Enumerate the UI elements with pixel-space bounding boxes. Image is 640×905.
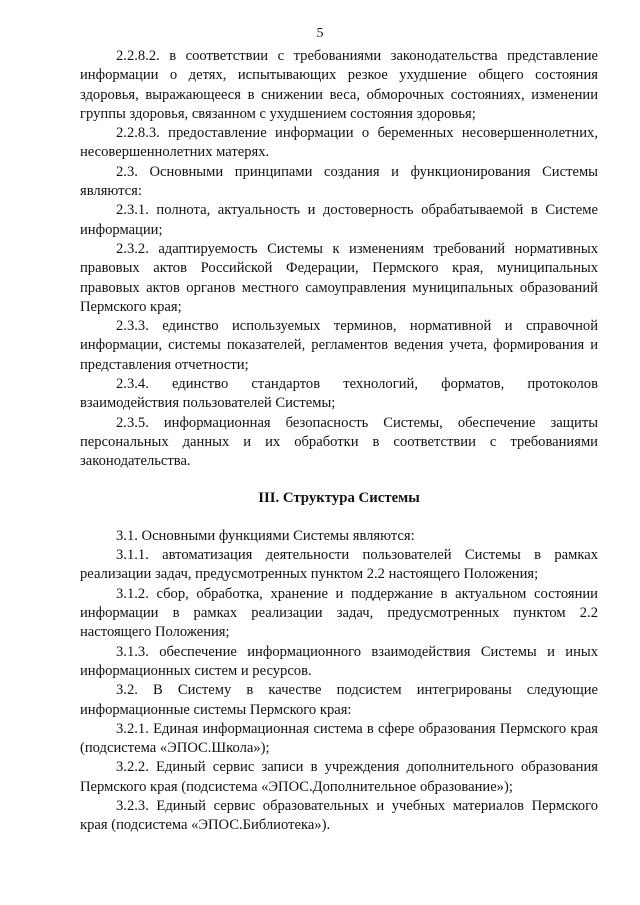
paragraph-2-2-8-3: 2.2.8.3. предоставление информации о беременных несовершеннолетних, несовершеннолетних матерях. [80, 125, 598, 161]
paragraph-3-2-3: 3.2.3. Единый сервис образовательных и учебных материалов Пермского края (подсистема «ЭПОС.Библиотека»). [80, 797, 598, 834]
paragraph-2-3-1: 2.3.1. полнота, актуальность и достоверность обрабатываемой в Системе информации; [80, 202, 598, 238]
paragraph-3-1: 3.1. Основными функциями Системы являются: [116, 527, 415, 544]
paragraph-3-2: 3.2. В Систему в качестве подсистем интегрированы следующие информационные системы Пермского края: [80, 682, 598, 718]
paragraph-3-1-3: 3.1.3. обеспечение информационного взаимодействия Системы и иных информационных систем и ресурсов. [80, 643, 598, 679]
paragraph-2-3-3: 2.3.3. единство используемых терминов, нормативной и справочной информации, системы показателей, регламентов ведения учета, формирования и представления отчетности; [80, 318, 598, 373]
paragraph-3-2-2: 3.2.2. Единый сервис записи в учреждения дополнительного образования Пермского края (подсистема «ЭПОС.Дополнительное образование»); [80, 759, 598, 795]
paragraph-2-2-8-2: 2.2.8.2. в соответствии с требованиями законодательства представление информации о детях, испытывающих резкое ухудшение общего состояния здоровья, выражающееся в снижении веса, обморочных состояниях, изменении группы здоровья, связанном с ухудшением состояния здоровья; [80, 48, 598, 122]
paragraph-2-3-2: 2.3.2. адаптируемость Системы к изменениям требований нормативных правовых актов Российской Федерации, Пермского края, муниципальных правовых актов органов местного самоуправления муниципальных образований Пермского края; [80, 240, 598, 315]
paragraph-3-1-1: 3.1.1. автоматизация деятельности пользователей Системы в рамках реализации задач, предусмотренных пунктом 2.2 настоящего Положения; [80, 547, 598, 583]
document-body [80, 47, 598, 836]
paragraph-3-1-2: 3.1.2. сбор, обработка, хранение и поддержание в актуальном состоянии информации в рамках реализации задач, предусмотренных пунктом 2.2 настоящего Положения; [80, 585, 598, 641]
page-number: 5 [316, 26, 324, 41]
section-heading: III. Структура Системы [258, 489, 420, 506]
paragraph-2-3-5: 2.3.5. информационная безопасность Системы, обеспечение защиты персональных данных и их обработки в соответствии с требованиями законодательства. [80, 414, 598, 470]
paragraph-2-3: 2.3. Основными принципами создания и функционирования Системы являются: [80, 163, 598, 200]
paragraph-3-2-1: 3.2.1. Единая информационная система в сфере образования Пермского края (подсистема «ЭПОС.Школа»); [80, 720, 598, 757]
paragraph-2-3-4: 2.3.4. единство стандартов технологий, форматов, протоколов взаимодействия пользователей Системы; [80, 376, 598, 412]
